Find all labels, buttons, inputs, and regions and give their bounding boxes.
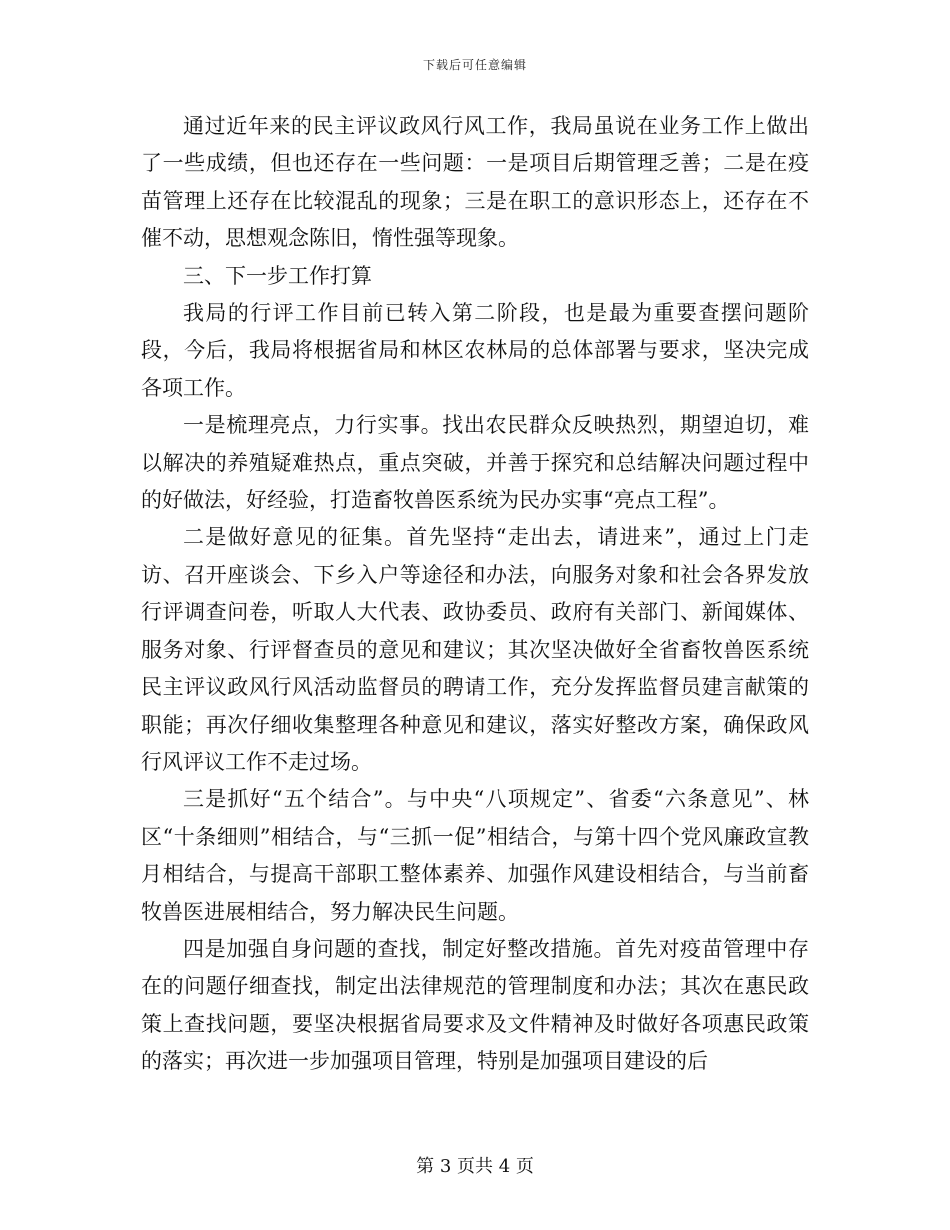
page-number: 第 3 页共 4 页	[416, 1156, 534, 1177]
paragraph-opinion-collection: 二是做好意见的征集。首先坚持“走出去，请进来”，通过上门走访、召开座谈会、下乡入户等途径和办法，向服务对象和社会各界发放行评调查问卷，听取人大代表、政协委员、政府有关部门、新闻媒体、服务对象、行评督查员的意见和建议；其次坚决做好全省畜牧兽医系统民主评议政风行风活动监督员的聘请工作，充分发挥监督员建言献策的职能；再次仔细收集整理各种意见和建议，落实好整改方案，确保政风行风评议工作不走过场。	[141, 525, 809, 774]
paragraph-problems: 通过近年来的民主评议政风行风工作，我局虽说在业务工作上做出了一些成绩，但也还存在一些问题：一是项目后期管理乏善；二是在疫苗管理上还存在比较混乱的现象；三是在职工的意识形态上，还存在不催不动，思想观念陈旧，惰性强等现象。	[141, 114, 809, 251]
paragraph-highlights: 一是梳理亮点，力行实事。找出农民群众反映热烈，期望迫切，难以解决的养殖疑难热点，重点突破，并善于探究和总结解决问题过程中的好做法，好经验，打造畜牧兽医系统为民办实事“亮点工程”。	[141, 413, 809, 513]
section-heading-next-steps: 三、下一步工作打算	[183, 263, 372, 288]
page-header-note: 下载后可任意编辑	[422, 58, 527, 72]
paragraph-self-inspection: 四是加强自身问题的查找，制定好整改措施。首先对疫苗管理中存在的问题仔细查找，制定出法律规范的管理制度和办法；其次在惠民政策上查找问题，要坚决根据省局要求及文件精神及时做好各项惠民政策的落实；再次进一步加强项目管理，特别是加强项目建设的后	[141, 936, 809, 1074]
paragraph-stage-two: 我局的行评工作目前已转入第二阶段，也是最为重要查摆问题阶段，今后，我局将根据省局和林区农林局的总体部署与要求，坚决完成各项工作。	[141, 301, 809, 400]
document-body	[141, 108, 809, 1081]
paragraph-five-combinations: 三是抓好“五个结合”。与中央“八项规定”、省委“六条意见”、林区“十条细则”相结合，与“三抓一促”相结合，与第十四个党风廉政宣教月相结合，与提高干部职工整体素养、加强作风建设相结合，与当前畜牧兽医进展相结合，努力解决民生问题。	[141, 787, 809, 924]
